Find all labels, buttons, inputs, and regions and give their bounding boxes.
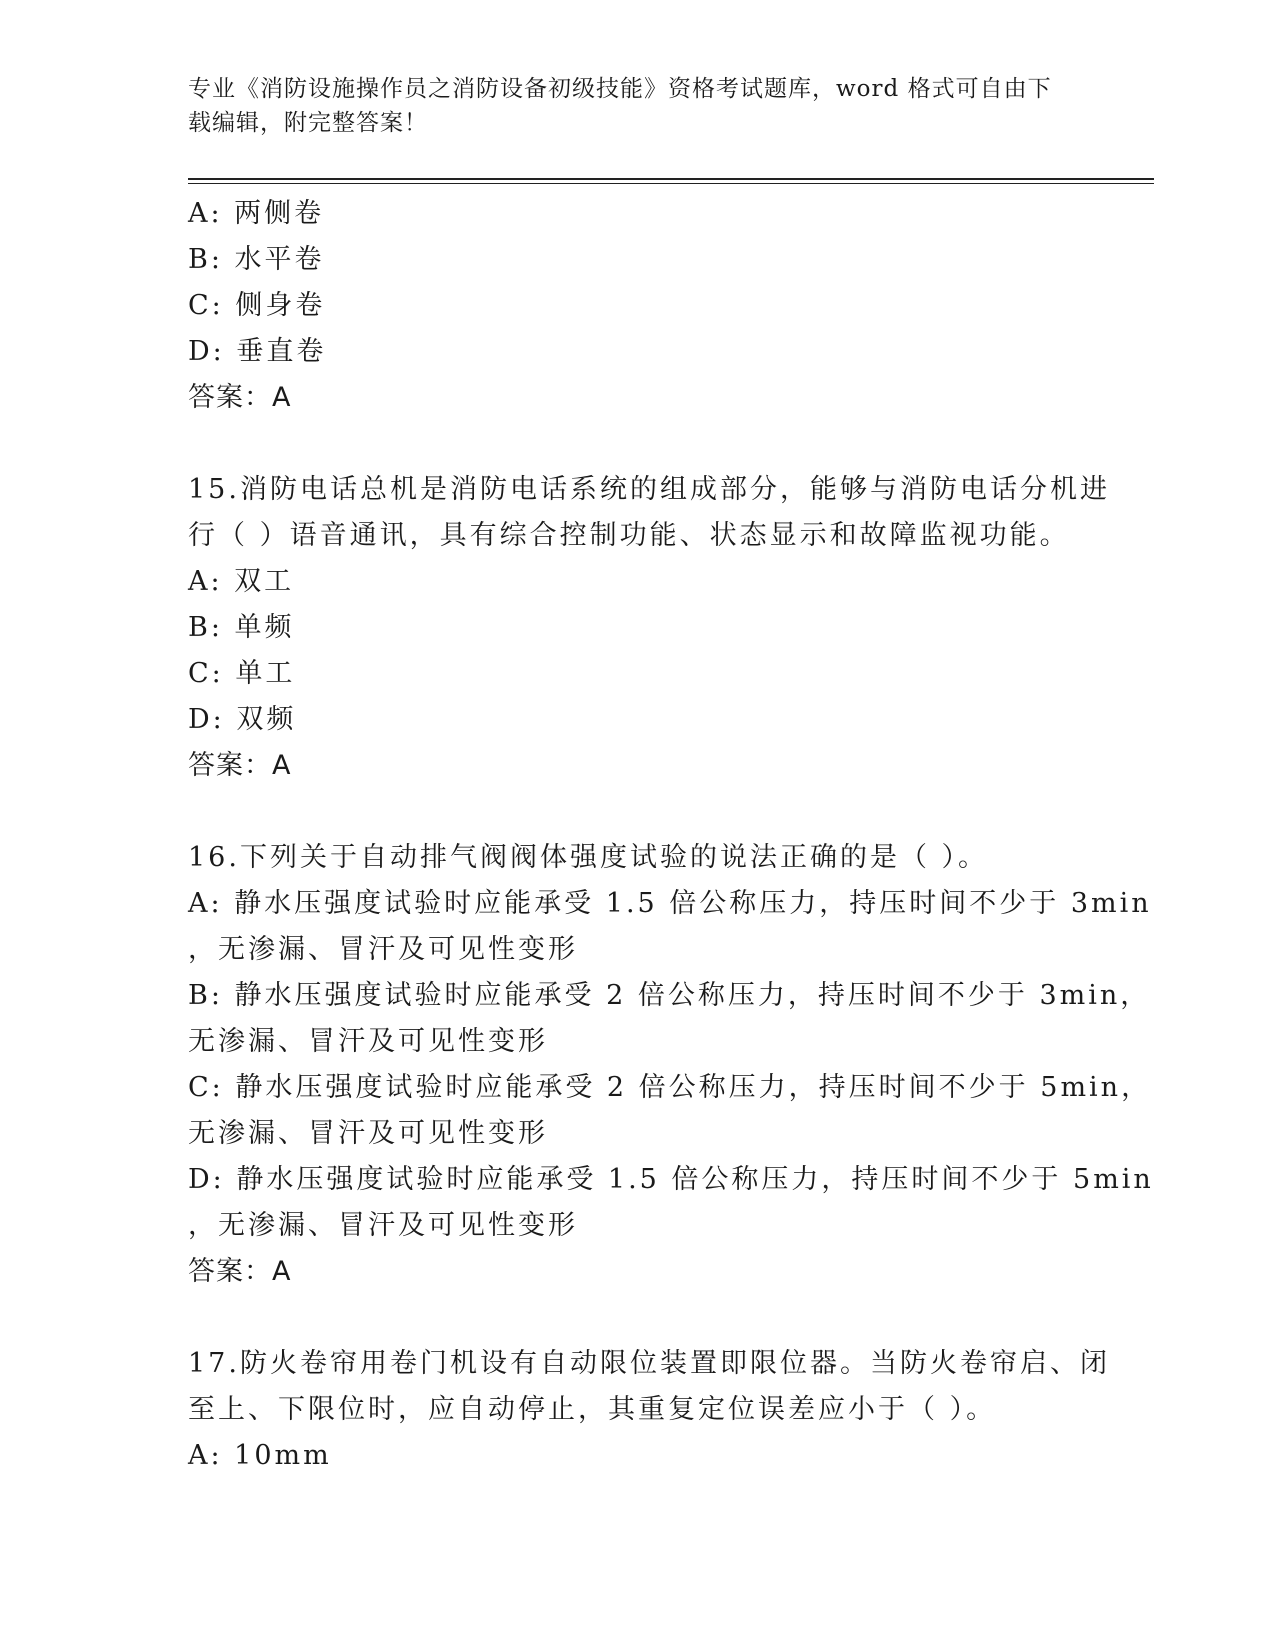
option-b: B: 单频 [188,612,295,643]
spacer [188,1295,1088,1341]
option-d: D: 静水压强度试验时应能承受 1.5 倍公称压力，持压时间不少于 5min [188,1164,1154,1195]
option-b: B: 静水压强度试验时应能承受 2 倍公称压力，持压时间不少于 3min， [188,980,1151,1011]
option-a: A: 10mm [188,1440,332,1471]
question-list [188,191,1154,1479]
answer-line: 答案：A [188,382,292,413]
option-d: D: 垂直卷 [188,336,327,367]
question-stem: 15.消防电话总机是消防电话系统的组成部分，能够与消防电话分机进 [188,474,1110,505]
question-16 [188,835,1154,1295]
option-b: B: 水平卷 [188,244,325,275]
option-c-continued: 无渗漏、冒汗及可见性变形 [188,1118,548,1149]
question-15 [188,467,1110,789]
question-stem: 16.下列关于自动排气阀阀体强度试验的说法正确的是（ ）。 [188,842,989,873]
option-c: C: 静水压强度试验时应能承受 2 倍公称压力，持压时间不少于 5min， [188,1072,1152,1103]
option-a: A: 静水压强度试验时应能承受 1.5 倍公称压力，持压时间不少于 3min [188,888,1152,919]
option-a: A: 两侧卷 [188,198,325,229]
header-divider [188,178,1154,180]
option-d-continued: ，无渗漏、冒汗及可见性变形 [188,1210,578,1241]
option-d: D: 双频 [188,704,297,735]
question-14-tail [188,191,1088,421]
spacer [188,789,1088,835]
option-a: A: 双工 [188,566,295,597]
option-c: C: 单工 [188,658,296,689]
option-c: C: 侧身卷 [188,290,326,321]
option-a-continued: ，无渗漏、冒汗及可见性变形 [188,934,578,965]
question-17 [188,1341,1110,1479]
document-header [188,72,1068,140]
header-divider [188,183,1154,184]
question-stem: 行（ ）语音通讯，具有综合控制功能、状态显示和故障监视功能。 [188,520,1070,551]
answer-line: 答案：A [188,750,292,781]
question-stem: 至上、下限位时，应自动停止，其重复定位误差应小于（ ）。 [188,1394,997,1425]
header-line: 专业《消防设施操作员之消防设备初级技能》资格考试题库，word 格式可自由下 [188,76,1052,102]
header-line: 载编辑，附完整答案！ [188,110,428,136]
question-stem: 17.防火卷帘用卷门机设有自动限位装置即限位器。当防火卷帘启、闭 [188,1348,1110,1379]
answer-line: 答案：A [188,1256,292,1287]
option-b-continued: 无渗漏、冒汗及可见性变形 [188,1026,548,1057]
spacer [188,421,1088,467]
